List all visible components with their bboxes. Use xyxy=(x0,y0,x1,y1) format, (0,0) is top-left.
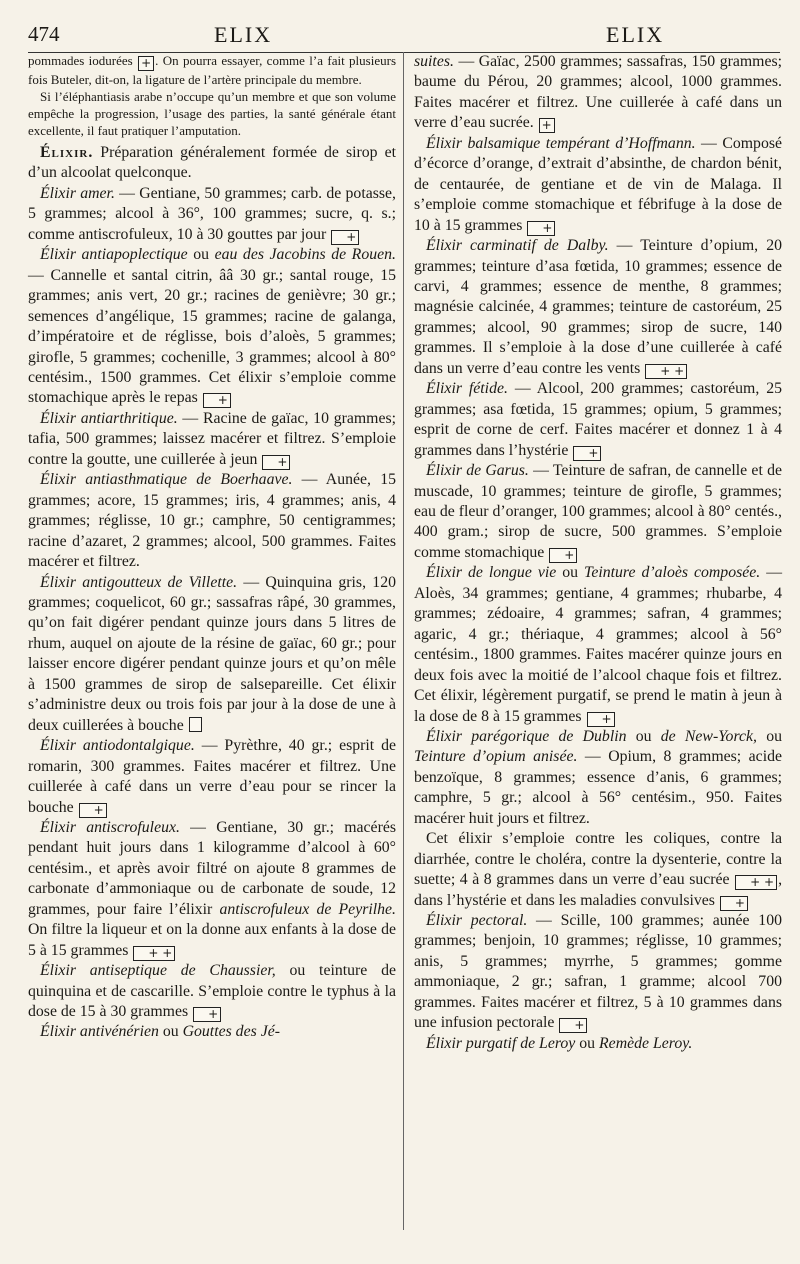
entry-name: Élixir antiasthmatique de Boerhaave. xyxy=(40,471,293,489)
entry-name: Élixir amer. xyxy=(40,184,115,202)
entry-name: Élixir parégorique de Dublin xyxy=(426,727,627,745)
text: Cet élixir s’emploie contre les coliques, contre la diarrhée, contre le choléra, contre la dysenterie, contre la suette; 4 à 8 grammes dans un verre d’eau sucrée xyxy=(414,830,782,889)
entry-name: Élixir antigoutteux de Villette. xyxy=(40,573,238,591)
text: — Alcool, 200 grammes; castoréum, 25 grammes; asa fœtida, 15 grammes; opium, 5 grammes; esprit de corne de cerf. Faites macérer et donnez 1 à 4 grammes dans l’hystérie xyxy=(414,380,782,459)
text: — Teinture de safran, de cannelle et de muscade, 10 grammes; teinture de girofle, 5 grammes; eau de fleur d’oranger, 100 grammes; alcool à 80° centés., 400 gram.; sirop de sucre, 500 grammes. S’emploie comme stomachique xyxy=(414,462,782,561)
prescription-sign-icon: + xyxy=(720,896,748,911)
text: — Quinquina gris, 120 grammes; coquelicot, 60 gr.; sassafras râpé, 30 grammes, qu’on fait digérer pendant quinze jours dans 5 litres de rhum, auquel on ajoute de la résine de gaïac, 60 gr.; pour laisser encore digérer pendant quinze jours et qu’on mêle à 1500 grammes de sirop de salsepareille. Cet élixir s’administre deux ou trois fois par jour à la dose de une à deux cuillerées à bouche xyxy=(28,573,396,734)
entry-jesuites-continued xyxy=(414,52,782,134)
entry-purgatif xyxy=(414,1034,782,1054)
entry-elixir-amer xyxy=(28,184,396,245)
prescription-sign-icon: + xyxy=(262,455,290,470)
text: ou xyxy=(756,727,782,745)
entry-name: Élixir pectoral. xyxy=(426,912,528,930)
text: — Aunée, 15 grammes; acore, 15 grammes; iris, 4 grammes; anis, 4 grammes; réglisse, 10 gr.; camphre, 50 centigrammes; racine d’azaret, 2 grammes; alcool, 500 grammes. Faites macérer et filtrez. xyxy=(28,471,396,571)
entry-name: Teinture d’opium anisée. xyxy=(414,748,578,766)
entry-antigoutteux xyxy=(28,573,396,737)
prescription-sign-icon: + xyxy=(559,1018,587,1033)
entry-garus xyxy=(414,461,782,563)
double-prescription-sign-icon: + + xyxy=(645,364,687,379)
prescription-sign-icon: + xyxy=(549,548,577,563)
text: — Gentiane, 50 grammes; carb. de potasse, 5 grammes; alcool à 36°, 100 grammes; sucre, q. s.; comme antiscrofuleux, 10 à 30 gouttes par jour xyxy=(28,184,396,243)
entry-elixir xyxy=(28,143,396,184)
running-head-right: ELIX xyxy=(606,22,665,47)
running-head-left: ELIX xyxy=(214,22,273,47)
entry-antiarthritique xyxy=(28,409,396,470)
column-divider xyxy=(403,52,404,1230)
entry-fetide xyxy=(414,379,782,461)
page-header xyxy=(28,14,780,47)
prescription-sign-icon: + xyxy=(527,221,555,236)
text: pommades iodurées xyxy=(28,53,133,68)
text: — Composé d’écorce d’orange, d’extrait d’absinthe, de chardon bénit, de centaurée, de gentiane et de vin de Malaga. Il s’emploie comme stomachique et fébrifuge à la dose de 10 à 15 grammes xyxy=(414,134,782,234)
prescription-sign-icon: + xyxy=(203,393,231,408)
double-prescription-sign-icon: + + xyxy=(133,946,175,961)
paragraph-amputation: Si l’éléphantiasis arabe n’occupe qu’un membre et que son volume empêche la progression, l’usage des parties, la santé générale étant excellente, il faut pratiquer l’amputation. xyxy=(28,89,396,138)
text: — Racine de gaïac, 10 grammes; tafia, 500 grammes; laissez macérer et filtrez. S’emploie contre la goutte, une cuillerée à jeun xyxy=(28,409,396,468)
entry-longue-vie xyxy=(414,563,782,727)
paragraph-usage xyxy=(414,829,782,911)
text: — Gaïac, 2500 grammes; sassafras, 150 grammes; baume du Pérou, 20 grammes; alcool, 1000 grammes. Faites macérer et filtrez. Une cuillerée à café dans un verre d’eau sucrée. xyxy=(414,53,782,132)
entry-carminatif xyxy=(414,236,782,379)
entry-name: Élixir de Garus. xyxy=(426,462,529,480)
entry-name: Élixir balsamique tempérant d’Hoffmann. xyxy=(426,134,696,152)
entry-name: Élixir de longue vie xyxy=(426,564,557,582)
entry-name: de New-Yorck, xyxy=(660,727,757,745)
prescription-sign-icon: + xyxy=(573,446,601,461)
entry-name: Élixir antiapoplectique xyxy=(40,246,188,264)
entry-name: Élixir purgatif de Leroy xyxy=(426,1034,576,1052)
entry-antivenerien xyxy=(28,1022,396,1042)
text: — Teinture d’opium, 20 grammes; teinture d’asa fœtida, 10 grammes; essence de carvi, 4 grammes; essence de menthe, 8 grammes; magnésie calcinée, 4 grammes; teinture de castoréum, 25 grammes; alcool, 90 grammes; sirop de sucre, 140 grammes. Il s’emploie à la dose d’une cuillerée à café dans un verre d’eau contre les vents xyxy=(414,237,782,377)
text: — Pyrèthre, 40 gr.; esprit de romarin, 300 grammes. Faites macérer et filtrez. Une cuillerée à café dans un verre d’eau pour se rincer la bouche xyxy=(28,737,396,816)
text: . On pourra essayer, comme l’a fait plusieurs fois Buteler, dit-on, la ligature de l’artère principale du membre. xyxy=(28,53,397,87)
entry-name: Élixir antiscrofuleux. xyxy=(40,818,180,836)
entry-name: Élixir antivénérien xyxy=(40,1023,159,1041)
entry-antiscrofuleux xyxy=(28,818,396,961)
text: ou xyxy=(626,727,661,745)
text: ou xyxy=(158,1023,183,1041)
text: Préparation généralement formée de sirop et d’un alcoolat quelconque. xyxy=(28,144,396,182)
page-number: 474 xyxy=(28,22,60,46)
text: ou xyxy=(575,1034,600,1052)
entry-name: Élixir antiodontalgique. xyxy=(40,737,195,755)
text: On filtre la liqueur et on la donne aux enfants à la dose de 5 à 15 grammes xyxy=(28,921,396,959)
text: — Aloès, 34 grammes; gentiane, 4 grammes; rhubarbe, 4 grammes; zédoaire, 4 grammes; safran, 4 grammes; agaric, 4 gr.; thériaque, 4 grammes; alcool à 56° centésim., 1800 grammes. Faites macérer quinze jours en deux fois avec la moitié de l’alcool chaque fois et filtrez. Cet élixir, légèrement purgatif, se prend le matin à jeun à la dose de 8 à 15 grammes xyxy=(414,564,782,725)
entry-balsamique xyxy=(414,134,782,236)
entry-antiapoplectique xyxy=(28,245,396,409)
entry-name: Élixir fétide. xyxy=(426,380,508,398)
entry-pectoral xyxy=(414,911,782,1034)
right-column xyxy=(414,52,782,1054)
entry-name: Élixir antiseptique de Chaussier, xyxy=(40,962,276,980)
text: — Scille, 100 grammes; aunée 100 grammes; benjoin, 10 grammes; réglisse, 10 grammes; anis, 5 grammes; myrrhe, 5 grammes; gomme ammoniaque, 2 gr.; safran, 1 gramme; alcool 700 grammes. Faites macérer et filtrez, 5 à 10 grammes dans une infusion pectorale xyxy=(414,912,782,1032)
prescription-sign-icon: + xyxy=(79,803,107,818)
entry-name: antiscrofuleux de Peyrilhe. xyxy=(219,900,396,918)
prescription-sign-icon: + xyxy=(587,712,615,727)
prescription-sign-icon: + xyxy=(331,230,359,245)
text: ou xyxy=(187,246,215,264)
entry-antiodontalgique xyxy=(28,736,396,818)
double-prescription-sign-icon: + + xyxy=(735,875,777,890)
entry-name: Remède Leroy. xyxy=(599,1034,693,1052)
entry-antiasthmatique xyxy=(28,470,396,572)
entry-paregorique xyxy=(414,727,782,829)
entry-headword: Élixir. xyxy=(40,144,94,161)
text: ou teinture de quinquina et de cascarille. S’emploie contre le typhus à la dose de 15 à 30 grammes xyxy=(28,962,396,1021)
text: — Opium, 8 grammes; acide benzoïque, 8 grammes; essence d’anis, 6 grammes; camphre, 5 gr.; alcool à 56° centésim., 950. Faites macérer huit jours et filtrez. xyxy=(414,748,782,827)
left-column xyxy=(28,52,396,1043)
entry-name: Élixir antiarthritique. xyxy=(40,409,178,427)
text: — Cannelle et santal citrin, ââ 30 gr.; santal rouge, 15 grammes; anis vert, 20 gr.; racines de genièvre; 30 gr.; semences d’angélique, 15 grammes; racine de galanga, d’impératoire et de réglisse, bois d’aloès, 5 grammes; girofle, 5 grammes; cochenille, 3 grammes; alcool à 80° centésim., 1500 grammes. Cet élixir s’emploie comme stomachique après le repas xyxy=(28,266,396,407)
entry-name: suites. xyxy=(414,53,454,70)
prescription-sign-icon: + xyxy=(539,118,555,133)
text: , dans l’hystérie et dans les maladies convulsives xyxy=(414,871,783,909)
entry-name: Teinture d’aloès composée. xyxy=(584,564,761,582)
entry-name: Gouttes des Jé- xyxy=(182,1023,280,1041)
entry-antiseptique xyxy=(28,961,396,1022)
empty-box-sign-icon xyxy=(189,717,202,732)
entry-name: eau des Jacobins de Rouen. xyxy=(214,246,396,264)
prescription-sign-icon: + xyxy=(193,1007,221,1022)
paragraph-pommades xyxy=(28,52,396,88)
prescription-sign-icon: + xyxy=(138,56,154,71)
text: ou xyxy=(556,564,585,582)
text: — Gentiane, 30 gr.; macérés pendant huit jours dans 1 kilogramme d’alcool à 60° centésim., et après avoir filtré on ajoute 8 grammes de carbonate d’ammoniaque ou de carbonate de soude, 12 grammes, pour faire l’élixir xyxy=(28,818,396,918)
entry-name: Élixir carminatif de Dalby. xyxy=(426,237,609,255)
